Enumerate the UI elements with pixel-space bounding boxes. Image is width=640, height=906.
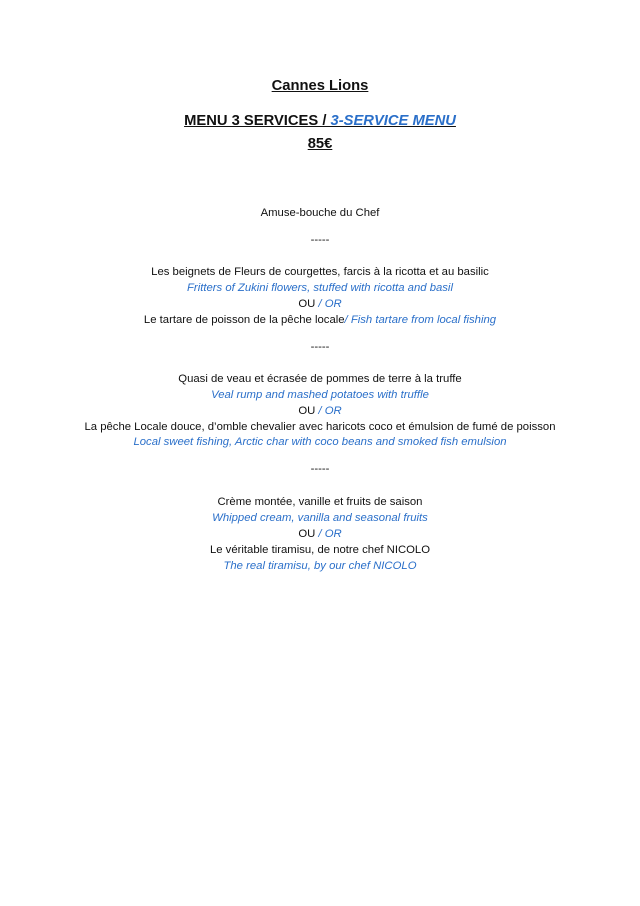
- main-option2-fr: La pêche Locale douce, d’omble chevalier avec haricots coco et émulsion de fumé de poisson: [84, 421, 556, 433]
- or-fr: OU: [298, 298, 316, 310]
- dessert-option1-en: Whipped cream, vanilla and seasonal fruits: [212, 512, 428, 524]
- or-divider: [0, 296, 640, 312]
- dessert-option2-fr: Le véritable tiramisu, de notre chef NICOLO: [209, 544, 431, 556]
- main-option2-en: Local sweet fishing, Arctic char with coco beans and smoked fish emulsion: [133, 436, 507, 448]
- or-fr: OU: [298, 528, 316, 540]
- starter-option1-en: Fritters of Zukini flowers, stuffed with ricotta and basil: [187, 282, 453, 294]
- main-option1-fr: Quasi de veau et écrasée de pommes de terre à la truffe: [178, 373, 462, 385]
- dessert-option2-en: The real tiramisu, by our chef NICOLO: [223, 560, 417, 572]
- or-en: / OR: [315, 528, 342, 540]
- main-option1-en: Veal rump and mashed potatoes with truffle: [211, 389, 429, 401]
- separator: -----: [310, 341, 330, 353]
- starter-option2-en: / Fish tartare from local fishing: [344, 314, 497, 326]
- dessert-option1-fr: Crème montée, vanille et fruits de saison: [217, 496, 423, 508]
- menu-heading: [0, 113, 640, 129]
- separator: -----: [310, 463, 330, 475]
- or-en: / OR: [315, 298, 342, 310]
- or-en: / OR: [315, 405, 342, 417]
- or-divider: [0, 526, 640, 542]
- menu-heading-fr: MENU 3 SERVICES /: [184, 113, 331, 129]
- separator: -----: [310, 234, 330, 246]
- or-fr: OU: [298, 405, 316, 417]
- starter-option1-fr: Les beignets de Fleurs de courgettes, farcis à la ricotta et au basilic: [151, 266, 489, 278]
- starter-option2: [0, 312, 640, 328]
- or-divider: [0, 403, 640, 419]
- event-title: Cannes Lions: [271, 78, 369, 94]
- menu-price: 85€: [307, 136, 333, 152]
- amuse-bouche: Amuse-bouche du Chef: [260, 207, 380, 219]
- menu-heading-en: 3-SERVICE MENU: [330, 113, 456, 129]
- starter-option2-fr: Le tartare de poisson de la pêche locale: [143, 314, 345, 326]
